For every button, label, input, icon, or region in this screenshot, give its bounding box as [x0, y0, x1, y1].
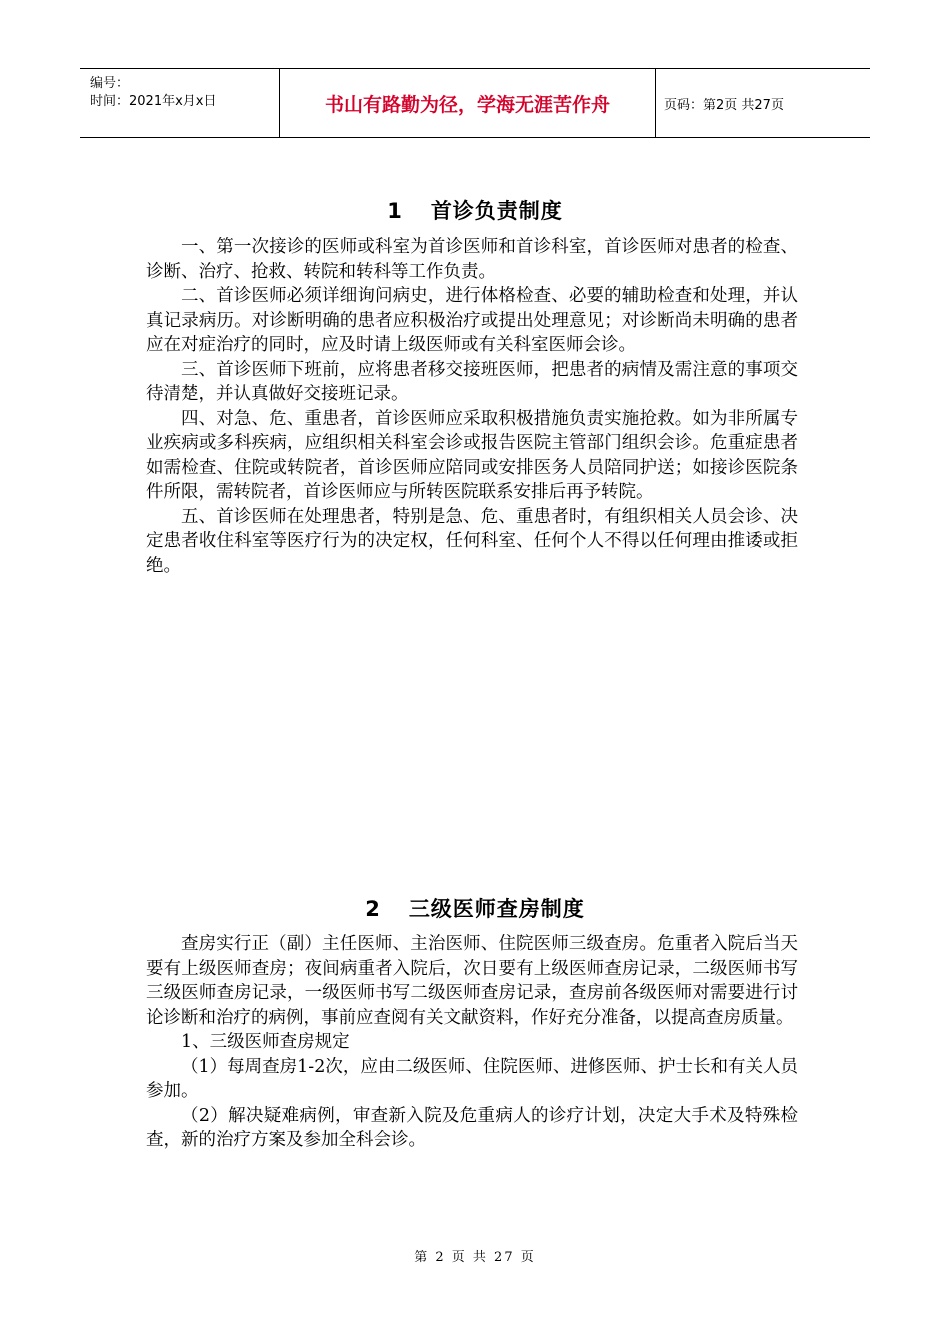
header-meta	[80, 69, 280, 137]
section-title	[0, 893, 950, 923]
section-body	[146, 235, 798, 578]
section-title-text: 首诊负责制度	[430, 199, 563, 223]
date-label: 时间：2021年x月x日	[90, 94, 217, 109]
paragraph: 四、对急、危、重患者，首诊医师应采取积极措施负责实施抢救。如为非所属专业疾病或多科疾病，应组织相关科室会诊或报告医院主管部门组织会诊。危重症患者如需检查、住院或转院者，首诊医师应陪同或安排医务人员陪同护送；如接诊医院条件所限，需转院者，首诊医师应与所转医院联系安排后再予转院。	[146, 408, 798, 502]
section-body	[146, 932, 798, 1153]
paragraph: 1、三级医师查房规定	[181, 1032, 350, 1052]
paragraph: 三、首诊医师下班前，应将患者移交接班医师，把患者的病情及需注意的事项交待清楚，并认真做好交接班记录。	[146, 359, 798, 404]
paragraph: （1）每周查房1-2次，应由二级医师、住院医师、进修医师、护士长和有关人员参加。	[146, 1056, 798, 1101]
paragraph: 五、首诊医师在处理患者，特别是急、危、重患者时，有组织相关人员会诊、决定患者收住科室等医疗行为的决定权，任何科室、任何个人不得以任何理由推诿或拒绝。	[146, 506, 798, 576]
header-motto: 书山有路勤为径，学海无涯苦作舟	[280, 69, 656, 137]
page-header	[80, 68, 870, 138]
paragraph: 查房实行正（副）主任医师、主治医师、住院医师三级查房。危重者入院后当天要有上级医师查房；夜间病重者入院后，次日要有上级医师查房记录，二级医师书写三级医师查房记录，一级医师书写二级医师查房记录，查房前各级医师对需要进行讨论诊断和治疗的病例，事前应查阅有关文献资料，作好充分准备，以提高查房质量。	[146, 934, 798, 1028]
section-number: 2	[365, 897, 381, 921]
section-title	[0, 195, 950, 225]
page-footer: 第 2 页 共 27 页	[414, 1250, 536, 1265]
paragraph: 二、首诊医师必须详细询问病史，进行体格检查、必要的辅助检查和处理，并认真记录病历。对诊断明确的患者应积极治疗或提出处理意见；对诊断尚未明确的患者应在对症治疗的同时，应及时请上级医师或有关科室医师会诊。	[146, 286, 798, 355]
section-title-text: 三级医师查房制度	[408, 897, 585, 921]
number-label: 编号：	[90, 76, 130, 91]
paragraph: 一、第一次接诊的医师或科室为首诊医师和首诊科室，首诊医师对患者的检查、诊断、治疗、抢救、转院和转科等工作负责。	[146, 237, 798, 282]
paragraph: （2）解决疑难病例，审查新入院及危重病人的诊疗计划，决定大手术及特殊检查，新的治疗方案及参加全科会诊。	[146, 1105, 798, 1150]
section-number: 1	[387, 199, 403, 223]
header-page-label: 页码：第2页 共27页	[664, 97, 784, 113]
